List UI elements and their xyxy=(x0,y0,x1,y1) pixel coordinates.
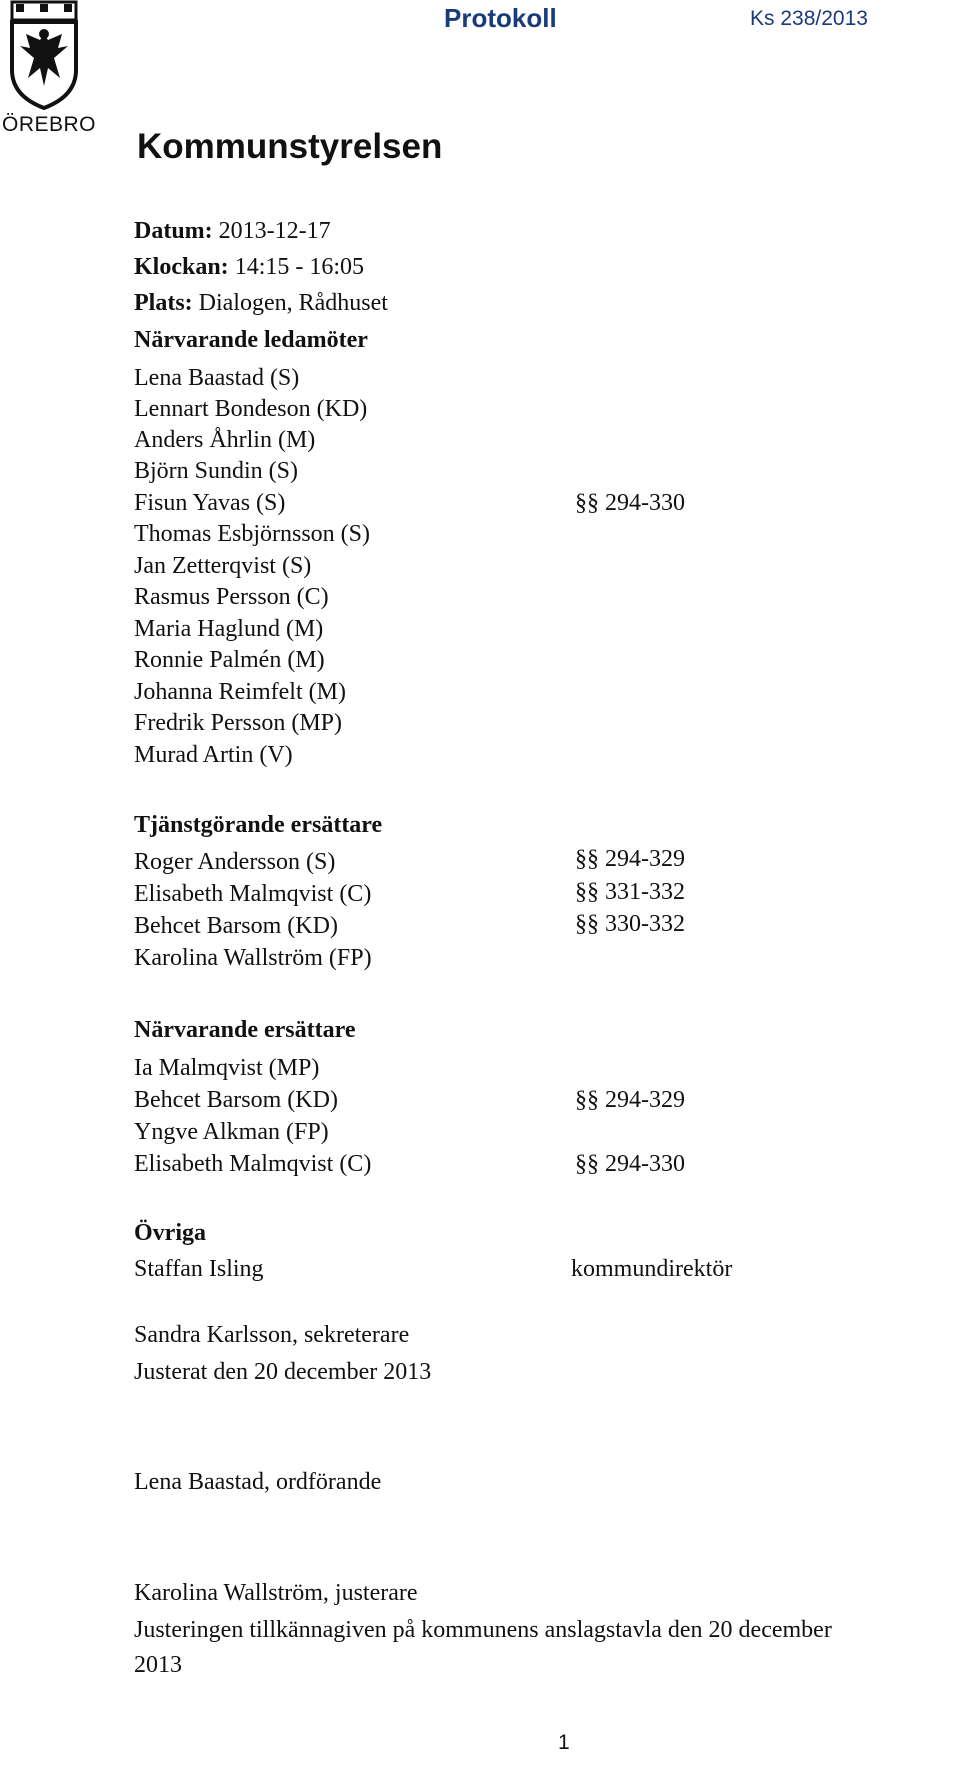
secretary-signature: Sandra Karlsson, sekreterare xyxy=(134,1322,410,1348)
date-value: 2013-12-17 xyxy=(218,218,331,244)
present-substitute-name: Yngve Alkman (FP) xyxy=(134,1119,329,1145)
substitute-ref: §§ 331-332 xyxy=(575,879,685,905)
others-name: Staffan Isling xyxy=(134,1256,264,1282)
date-line xyxy=(134,215,331,247)
member-name: Björn Sundin (S) xyxy=(134,458,299,484)
member-name: Fredrik Persson (MP) xyxy=(134,710,342,736)
date-label: Datum: xyxy=(134,218,213,244)
time-label: Klockan: xyxy=(134,254,229,280)
page-number: 1 xyxy=(558,1731,570,1754)
chair-signature: Lena Baastad, ordförande xyxy=(134,1469,382,1495)
adjuster-signature: Karolina Wallström, justerare xyxy=(134,1580,418,1606)
member-name: Lennart Bondeson (KD) xyxy=(134,396,368,422)
substitute-name: Roger Andersson (S) xyxy=(134,849,336,875)
serving-substitutes-heading: Tjänstgörande ersättare xyxy=(134,812,383,838)
substitute-name: Behcet Barsom (KD) xyxy=(134,913,338,939)
present-substitute-ref: §§ 294-329 xyxy=(575,1087,685,1113)
present-substitute-name: Ia Malmqvist (MP) xyxy=(134,1055,320,1081)
member-name: Jan Zetterqvist (S) xyxy=(134,553,312,579)
members-paragraph-ref: §§ 294-330 xyxy=(575,490,685,516)
orebro-coat-of-arms-logo xyxy=(2,0,97,140)
announcement-line-1: Justeringen tillkännagiven på kommunens anslagstavla den 20 december xyxy=(134,1617,832,1643)
others-heading: Övriga xyxy=(134,1220,206,1246)
document-reference: Ks 238/2013 xyxy=(750,7,868,30)
document-type: Protokoll xyxy=(444,3,557,33)
substitute-name: Elisabeth Malmqvist (C) xyxy=(134,881,372,907)
coat-of-arms-icon xyxy=(2,0,86,112)
place-label: Plats: xyxy=(134,290,193,316)
others-role: kommundirektör xyxy=(571,1256,733,1282)
substitute-name: Karolina Wallström (FP) xyxy=(134,945,372,971)
time-value: 14:15 - 16:05 xyxy=(234,254,365,280)
member-name: Johanna Reimfelt (M) xyxy=(134,679,346,705)
member-name: Thomas Esbjörnsson (S) xyxy=(134,521,370,547)
substitute-ref: §§ 330-332 xyxy=(575,911,685,937)
place-value: Dialogen, Rådhuset xyxy=(198,290,388,316)
member-name: Murad Artin (V) xyxy=(134,742,293,768)
adjusted-date: Justerat den 20 december 2013 xyxy=(134,1359,432,1385)
present-substitute-ref: §§ 294-330 xyxy=(575,1151,685,1177)
announcement-line-2: 2013 xyxy=(134,1652,182,1678)
present-substitute-name: Elisabeth Malmqvist (C) xyxy=(134,1151,372,1177)
present-substitute-name: Behcet Barsom (KD) xyxy=(134,1087,338,1113)
members-heading: Närvarande ledamöter xyxy=(134,327,368,353)
member-name: Maria Haglund (M) xyxy=(134,616,324,642)
member-name: Lena Baastad (S) xyxy=(134,365,300,391)
member-name: Fisun Yavas (S) xyxy=(134,490,286,516)
member-name: Anders Åhrlin (M) xyxy=(134,427,316,453)
page-title: Kommunstyrelsen xyxy=(137,127,443,166)
substitute-ref: §§ 294-329 xyxy=(575,846,685,872)
place-line xyxy=(134,287,388,319)
logo-text: ÖREBRO xyxy=(2,113,97,136)
time-line xyxy=(134,251,364,283)
member-name: Rasmus Persson (C) xyxy=(134,584,329,610)
present-substitutes-heading: Närvarande ersättare xyxy=(134,1017,356,1043)
member-name: Ronnie Palmén (M) xyxy=(134,647,325,673)
